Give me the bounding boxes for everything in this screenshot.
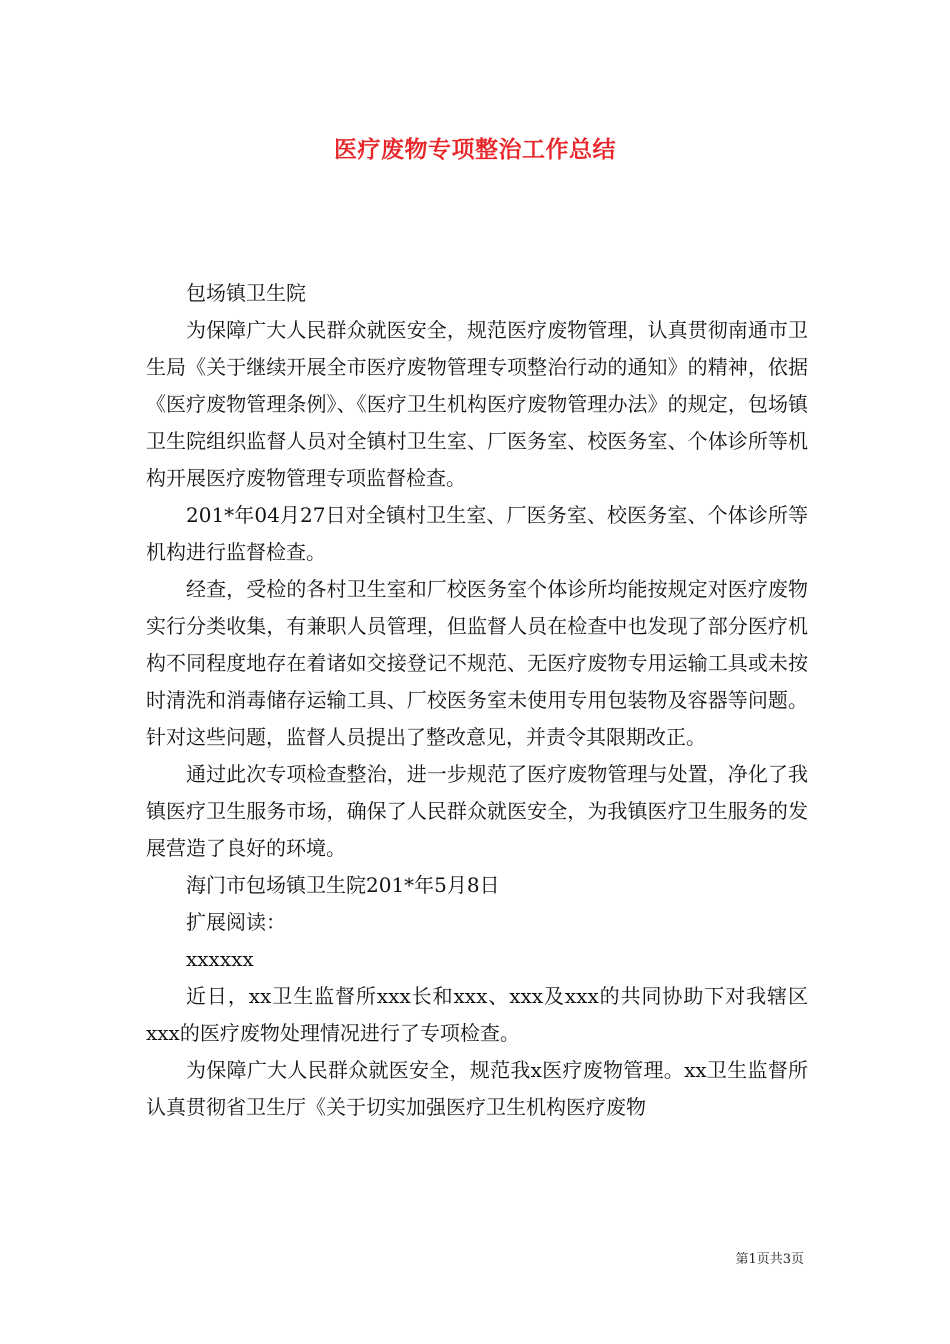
paragraph-placeholder: xxxxxx bbox=[186, 947, 254, 971]
paragraph-organization: 包场镇卫生院 bbox=[186, 281, 306, 305]
paragraph-inspection-date: 201*年04月27日对全镇村卫生室、厂医务室、校医务室、个体诊所等机构进行监督检查。 bbox=[146, 503, 808, 564]
paragraph-continuation: 为保障广大人民群众就医安全，规范我x医疗废物管理。xx卫生监督所认真贯彻省卫生厅《关于切实加强医疗卫生机构医疗废物 bbox=[146, 1058, 808, 1119]
document-body bbox=[146, 275, 808, 1126]
page-footer: 第1页共3页 bbox=[735, 1252, 804, 1267]
paragraph-intro: 为保障广大人民群众就医安全，规范医疗废物管理，认真贯彻南通市卫生局《关于继续开展全市医疗废物管理专项整治行动的通知》的精神，依据《医疗废物管理条例》、《医疗卫生机构医疗废物管理办法》的规定，包场镇卫生院组织监督人员对全镇村卫生室、厂医务室、校医务室、个体诊所等机构开展医疗废物管理专项监督检查。 bbox=[146, 318, 808, 490]
paragraph-recent-check: 近日，xx卫生监督所xxx长和xxx、xxx及xxx的共同协助下对我辖区xxx的医疗废物处理情况进行了专项检查。 bbox=[146, 984, 808, 1045]
paragraph-findings: 经查，受检的各村卫生室和厂校医务室个体诊所均能按规定对医疗废物实行分类收集，有兼职人员管理，但监督人员在检查中也发现了部分医疗机构不同程度地存在着诸如交接登记不规范、无医疗废物专用运输工具或未按时清洗和消毒储存运输工具、厂校医务室未使用专用包装物及容器等问题。针对这些问题，监督人员提出了整改意见，并责令其限期改正。 bbox=[146, 577, 808, 749]
document-title: 医疗废物专项整治工作总结 bbox=[334, 136, 616, 163]
paragraph-extended-reading: 扩展阅读： bbox=[186, 910, 286, 934]
paragraph-signature: 海门市包场镇卫生院201*年5月8日 bbox=[186, 873, 500, 897]
paragraph-conclusion: 通过此次专项检查整治，进一步规范了医疗废物管理与处置，净化了我镇医疗卫生服务市场，确保了人民群众就医安全，为我镇医疗卫生服务的发展营造了良好的环境。 bbox=[146, 762, 808, 860]
